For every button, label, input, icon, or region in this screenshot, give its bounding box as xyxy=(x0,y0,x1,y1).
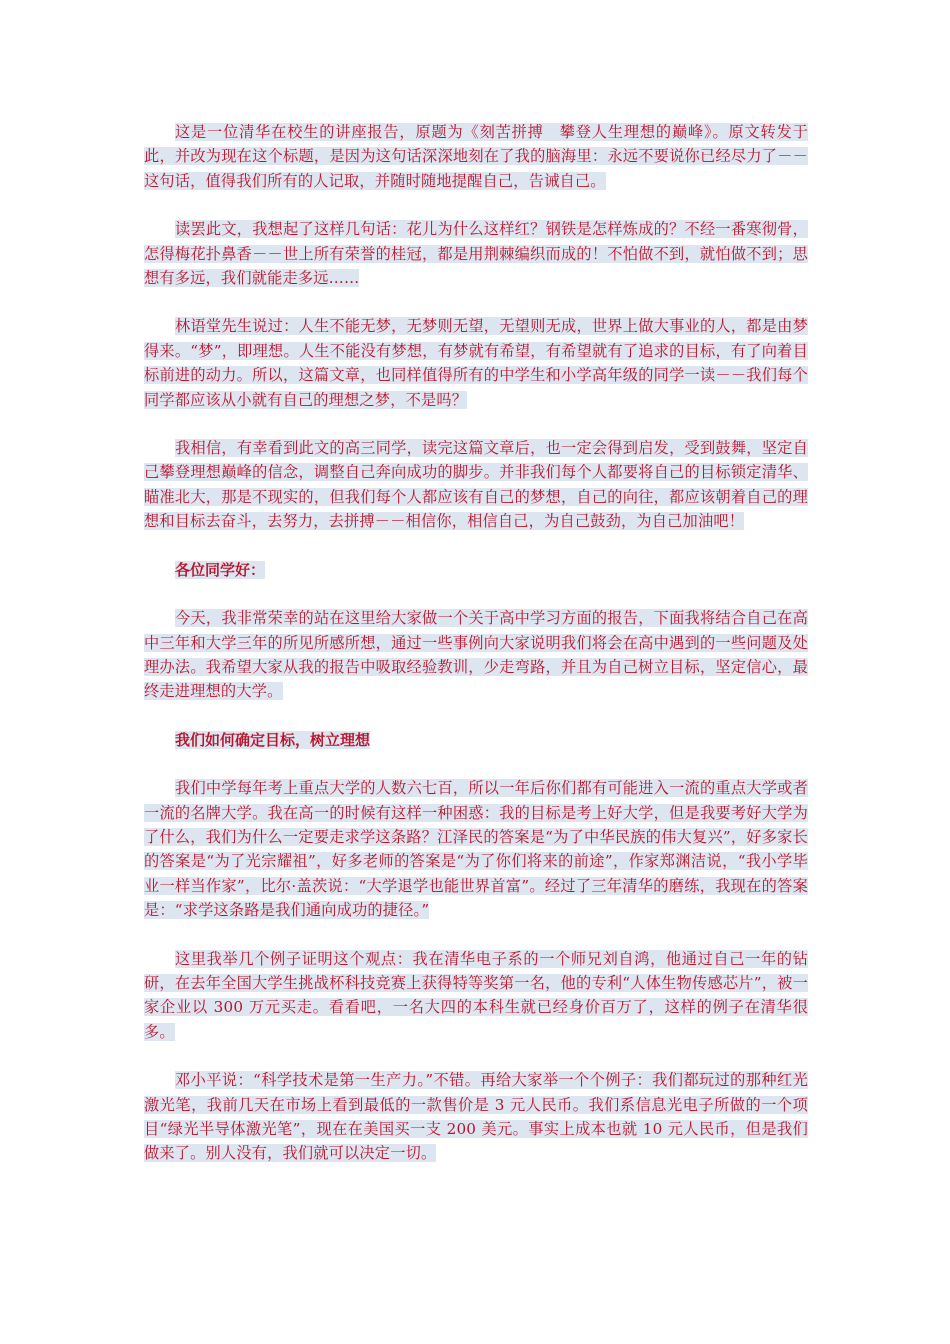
heading-goals xyxy=(144,728,808,752)
paragraph-technology-text: 邓小平说：“科学技术是第一生产力。”不错。再给大家举一个个例子：我们都玩过的那种红光激光笔，我前几天在市场上看到最低的一款售价是 3 元人民币。我们系信息光电子所做的一个项目“绿光半导体激光笔”，现在在美国买一支 200 美元。事实上成本也就 10 元人民币，但是我们做来了。别人没有，我们就可以决定一切。 xyxy=(144,1071,808,1163)
paragraph-intro-text: 这是一位清华在校生的讲座报告，原题为《刻苦拼搏 攀登人生理想的巅峰》。原文转发于此，并改为现在这个标题，是因为这句话深深地刻在了我的脑海里：永远不要说你已经尽力了－－这句话，值得我们所有的人记取，并随时随地提醒自己，告诫自己。 xyxy=(144,123,808,190)
paragraph-belief xyxy=(144,436,808,534)
paragraph-today-text: 今天，我非常荣幸的站在这里给大家做一个关于高中学习方面的报告，下面我将结合自己在高中三年和大学三年的所见所感所想，通过一些事例向大家说明我们将会在高中遇到的一些问题及处理办法。我希望大家从我的报告中吸取经验教训，少走弯路，并且为自己树立目标，坚定信心，最终走进理想的大学。 xyxy=(144,609,808,701)
heading-greeting-text: 各位同学好： xyxy=(175,560,266,579)
document-body xyxy=(144,120,808,1190)
paragraph-examples xyxy=(144,947,808,1045)
heading-greeting xyxy=(144,558,808,582)
paragraph-belief-text: 我相信，有幸看到此文的高三同学，读完这篇文章后，也一定会得到启发，受到鼓舞，坚定自己攀登理想巅峰的信念，调整自己奔向成功的脚步。并非我们每个人都要将自己的目标锁定清华、瞄准北大，那是不现实的，但我们每个人都应该有自己的梦想，自己的向往，都应该朝着自己的理想和目标去奋斗，去努力，去拼搏－－相信你，相信自己，为自己鼓劲，为自己加油吧！ xyxy=(144,439,808,531)
paragraph-intro xyxy=(144,120,808,193)
paragraph-lin-yutang-text: 林语堂先生说过：人生不能无梦，无梦则无望，无望则无成，世界上做大事业的人，都是由梦得来。“梦”，即理想。人生不能没有梦想，有梦就有希望，有希望就有了追求的目标，有了向着目标前进的动力。所以，这篇文章，也同样值得所有的中学生和小学高年级的同学一读－－我们每个同学都应该从小就有自己的理想之梦，不是吗？ xyxy=(144,317,808,409)
heading-goals-text: 我们如何确定目标，树立理想 xyxy=(175,730,371,749)
paragraph-technology xyxy=(144,1068,808,1166)
paragraph-reflection xyxy=(144,217,808,290)
paragraph-today xyxy=(144,606,808,704)
paragraph-lin-yutang xyxy=(144,314,808,412)
paragraph-university xyxy=(144,776,808,922)
paragraph-reflection-text: 读罢此文，我想起了这样几句话：花儿为什么这样红？钢铁是怎样炼成的？不经一番寒彻骨，怎得梅花扑鼻香－－世上所有荣誉的桂冠，都是用荆棘编织而成的！不怕做不到，就怕做不到；思想有多远，我们就能走多远…… xyxy=(144,220,808,288)
paragraph-university-text: 我们中学每年考上重点大学的人数六七百，所以一年后你们都有可能进入一流的重点大学或者一流的名牌大学。我在高一的时候有这样一种困惑：我的目标是考上好大学，但是我要考好大学为了什么，我们为什么一定要走求学这条路？江泽民的答案是“为了中华民族的伟大复兴”，好多家长的答案是“为了光宗耀祖”，好多老师的答案是“为了你们将来的前途”，作家郑渊洁说，“我小学毕业一样当作家”，比尔·盖茨说：“大学退学也能世界首富”。经过了三年清华的磨练，我现在的答案是：“求学这条路是我们通向成功的捷径。” xyxy=(144,779,808,920)
paragraph-examples-text: 这里我举几个例子证明这个观点：我在清华电子系的一个师兄刘自鸿，他通过自己一年的钻研，在去年全国大学生挑战杯科技竞赛上获得特等奖第一名，他的专利“人体生物传感芯片”，被一家企业以 300 万元买走。看看吧，一名大四的本科生就已经身价百万了，这样的例子在清华很多。 xyxy=(144,949,808,1041)
